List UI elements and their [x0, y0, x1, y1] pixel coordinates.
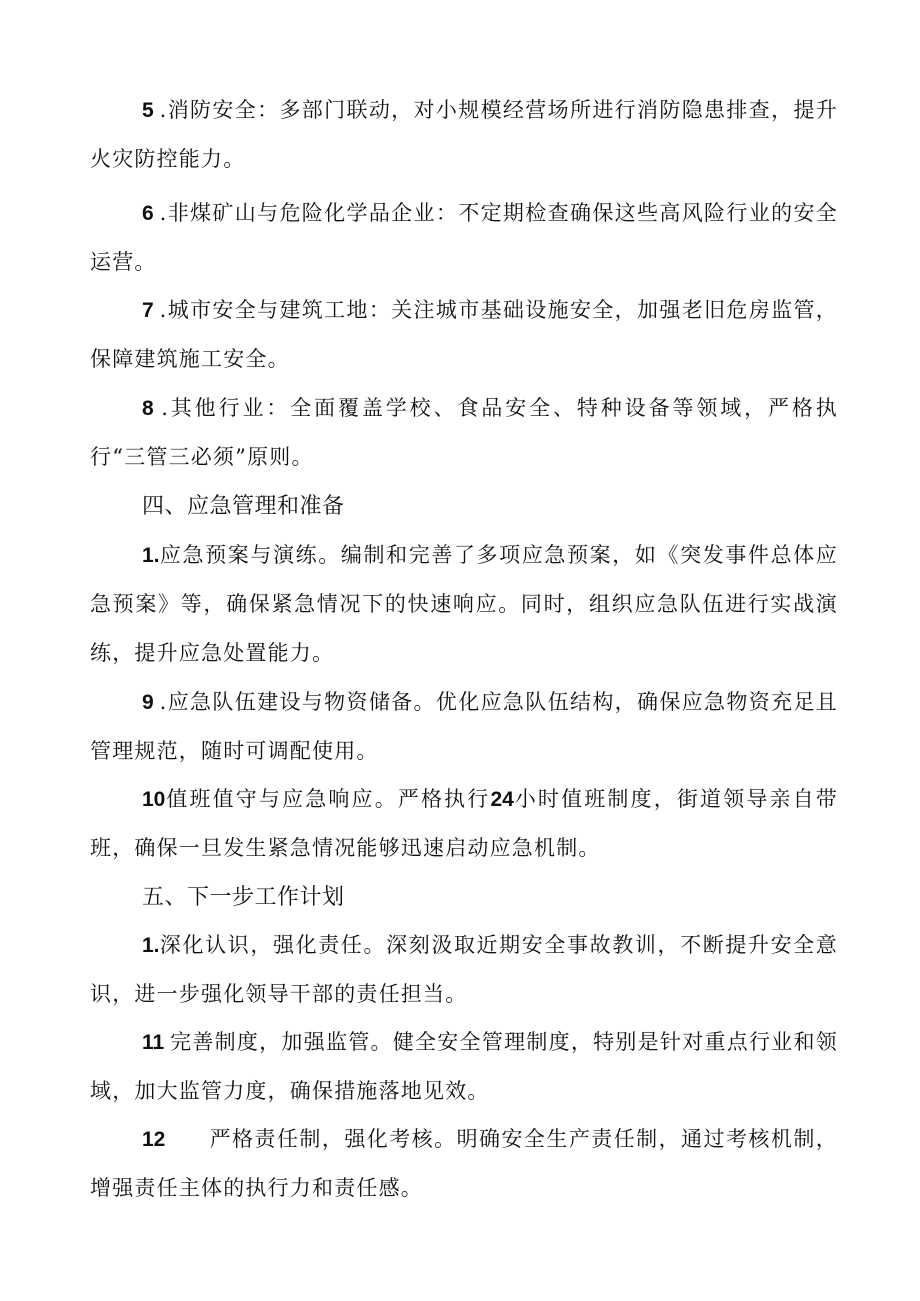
item-text: .非煤矿山与危险化学品企业：不定期检查确保这些高风险行业的安全运营。 [90, 201, 839, 274]
item-text: 应急预案与演练。编制和完善了多项应急预案，如《突发事件总体应急预案》等，确保紧急情况下的快速响应。同时，组织应急队伍进行实战演练，提升应急处置能力。 [90, 543, 838, 665]
item-text: .应急队伍建设与物资储备。优化应急队伍结构，确保应急物资充足且管理规范，随时可调配使用。 [90, 690, 839, 763]
list-item-11 [90, 1018, 838, 1116]
item-text: .其他行业：全面覆盖学校、食品安全、特种设备等领域，严格执行“三管三必须”原则。 [90, 396, 839, 469]
list-item-8 [90, 384, 838, 482]
item-number: 9 [142, 691, 160, 714]
section-heading-4: 四、应急管理和准备 [142, 494, 345, 519]
list-item-plan-1 [90, 921, 838, 1019]
list-item-emergency-1 [90, 531, 838, 678]
item-text: 完善制度，加强监管。健全安全管理制度，特别是针对重点行业和领域，加大监管力度，确保措施落地见效。 [90, 1030, 838, 1103]
list-item-5 [90, 86, 838, 184]
item-number: 5 [142, 99, 160, 122]
item-number: 7 [142, 299, 160, 322]
item-text: .消防安全：多部门联动，对小规模经营场所进行消防隐患排查，提升火灾防控能力。 [90, 98, 839, 171]
item-number: 10 [142, 788, 166, 811]
list-item-9 [90, 678, 838, 776]
list-item-7 [90, 286, 838, 384]
list-item-12 [90, 1115, 838, 1213]
hours-number: 24 [490, 788, 514, 811]
item-text: 严格责任制，强化考核。明确安全生产责任制，通过考核机制，增强责任主体的执行力和责任感。 [90, 1127, 838, 1200]
item-text: 值班值守与应急响应。严格执行 [165, 787, 491, 811]
item-number: 1. [142, 544, 160, 567]
section-heading-5: 五、下一步工作计划 [142, 885, 345, 910]
item-number: 11 [142, 1031, 171, 1054]
item-text: .城市安全与建筑工地：关注城市基础设施安全，加强老旧危房监管，保障建筑施工安全。 [90, 298, 839, 371]
list-item-6 [90, 189, 838, 287]
item-number: 1. [142, 934, 160, 957]
list-item-10 [90, 775, 838, 873]
item-text-continued: 小时值班制度，街道领导亲自带班，确保一旦发生紧急情况能够迅速启动应急机制。 [90, 787, 838, 860]
item-number: 12 [142, 1128, 166, 1151]
item-text: 深化认识，强化责任。深刻汲取近期安全事故教训，不断提升安全意识，进一步强化领导干部的责任担当。 [90, 933, 838, 1006]
item-number: 8 [142, 397, 162, 420]
item-number: 6 [142, 202, 160, 225]
